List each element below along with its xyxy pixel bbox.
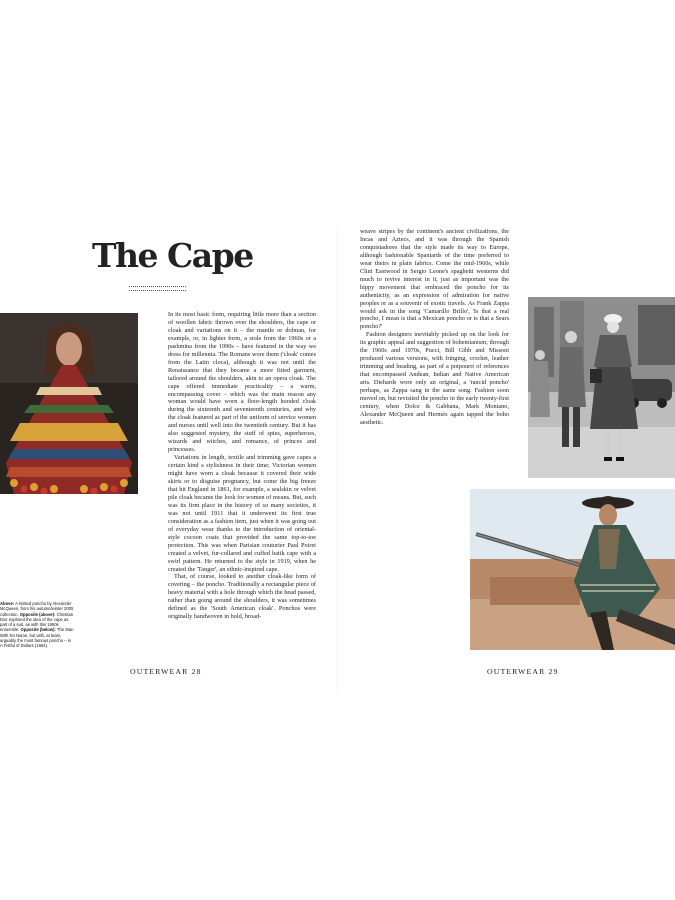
folio-left [130, 667, 201, 676]
western-poncho-photo [470, 489, 675, 650]
page-number: 28 [191, 667, 202, 676]
folio-right [487, 667, 558, 676]
title-rule [129, 290, 186, 291]
paragraph: In its most basic form, requiring little more than a section of woollen fabric thrown over the shoulders, the cape or cloak and variations on it – the mantle or dolman, for example, or, in lighter form, a stole from the 1960s or a pashmina from the 1990s – have featured in the way we dress for millennia. The Romans wore them ('cloak' comes from the Latin cloca), although it was not until the Renaissance that they became a more fitted garment, tailored around the shoulders, akin to an opera cloak. The cape offered immediate practicality – a warm, encompassing cover – which was the main reason any woman would have worn a floor-length hooded cloak during the sixteenth and seventeenth centuries, and why the cloak featured as part of the uniform of service women and nurses until well into the twentieth century. But it has also suggested mystery, the stuff of spies, superheroes, wizards and witches, and romance, of princes and princesses. [168, 311, 316, 454]
body-text-left-column [168, 311, 316, 621]
caption-label: Above: [0, 601, 15, 606]
page-number: 29 [548, 667, 559, 676]
dior-street-photo [528, 297, 675, 478]
paragraph: Variations in length, textile and trimming gave capes a certain kind a stylishness in their time; Victorian women might have worn a cloak because it covered their wide skirts or to disguise pregnancy, but come the big freeze that hit England in 1861, for example, a sealskin or velvet pile cloak became the look for women of means. But, such was its firm place in the history of so many societies, it was not until 1911 that it underwent its first true consideration as a fashion item, just when it was going out of everyday wear thanks to the introduction of oriental-style cocoon coats that provided the same top-to-toe protection. This was when Parisian couturier Paul Poiret created a velvet, fur-collared and cuffed batik cape with a swirl pattern. He returned to the style in 1919, when he created the 'Tanger', an ethnic-inspired cape. [168, 454, 316, 573]
caption-label: Opposite (above): [19, 611, 56, 617]
poncho-model-photo [0, 313, 138, 494]
photo-caption [0, 601, 74, 649]
paragraph: weave stripes by the continent's ancient civilizations, the Incas and Aztecs, and it was through the Spanish conquistadores that the style made its way to Europe, although fashionable Spaniards of the time preferred to wear theirs in plain fabrics. Come the mid-1960s, while Clint Eastwood in Sergio Leone's spaghetti westerns did much to revive interest in it, just as important was the hippy movement that embraced the poncho for its authenticity, as an expression of admiration for native peoples or as a souvenir of exotic travels. As Frank Zappa would ask in the song 'Camarillo Brillo', 'Is that a real poncho, I mean is that a Mexican poncho or is that a Sears poncho?' [360, 228, 509, 331]
caption-text: A knitted poncho by Alexander McQueen, from his autumn/winter 2005 collection. [0, 601, 74, 617]
chapter-title: The Cape [92, 236, 253, 275]
caption-text: The Man With No Name, but with, at least, arguably the most famous poncho – in A Fistful of Dollars (1964). [0, 627, 74, 649]
caption-label: Opposite (below): [20, 627, 56, 633]
running-head: OUTERWEAR [487, 667, 546, 676]
title-rule [129, 286, 186, 287]
body-text-right-column [360, 228, 509, 427]
paragraph: Fashion designers inevitably picked up on the look for its graphic appeal and suggestion of bohemianism; through the 1960s and 1970s, Pucci, Bill Gibb and Missoni produced various versions, with fringing, crochet, leather trimming and beading, as part of a potpourri of references that encompassed Andean, Indian and Native American arts. Diehards wore only an original, a 'rancid poncho' perhaps, as Zappa sang in the same song. Fashion soon moved on, but revisited the poncho in the early twenty-first century, when Dolce & Gabbana, Mark Montano, Alexander McQueen and Hermès again tapped the boho aesthetic. [360, 331, 509, 426]
caption-text: Christian Dior explored the idea of the cape as part of a suit, as with this 1950s ensemble. [0, 611, 74, 633]
page-gutter [337, 230, 338, 690]
paragraph: That, of course, looked to another cloak-like form of covering – the poncho. Traditionally a rectangular piece of heavy material with a hole through which the head passed, rather than going around the shoulders, it was sometimes defined as the 'South American cloak'. Ponchos were originally handwoven in bold, broad- [168, 573, 316, 621]
running-head: OUTERWEAR [130, 667, 189, 676]
